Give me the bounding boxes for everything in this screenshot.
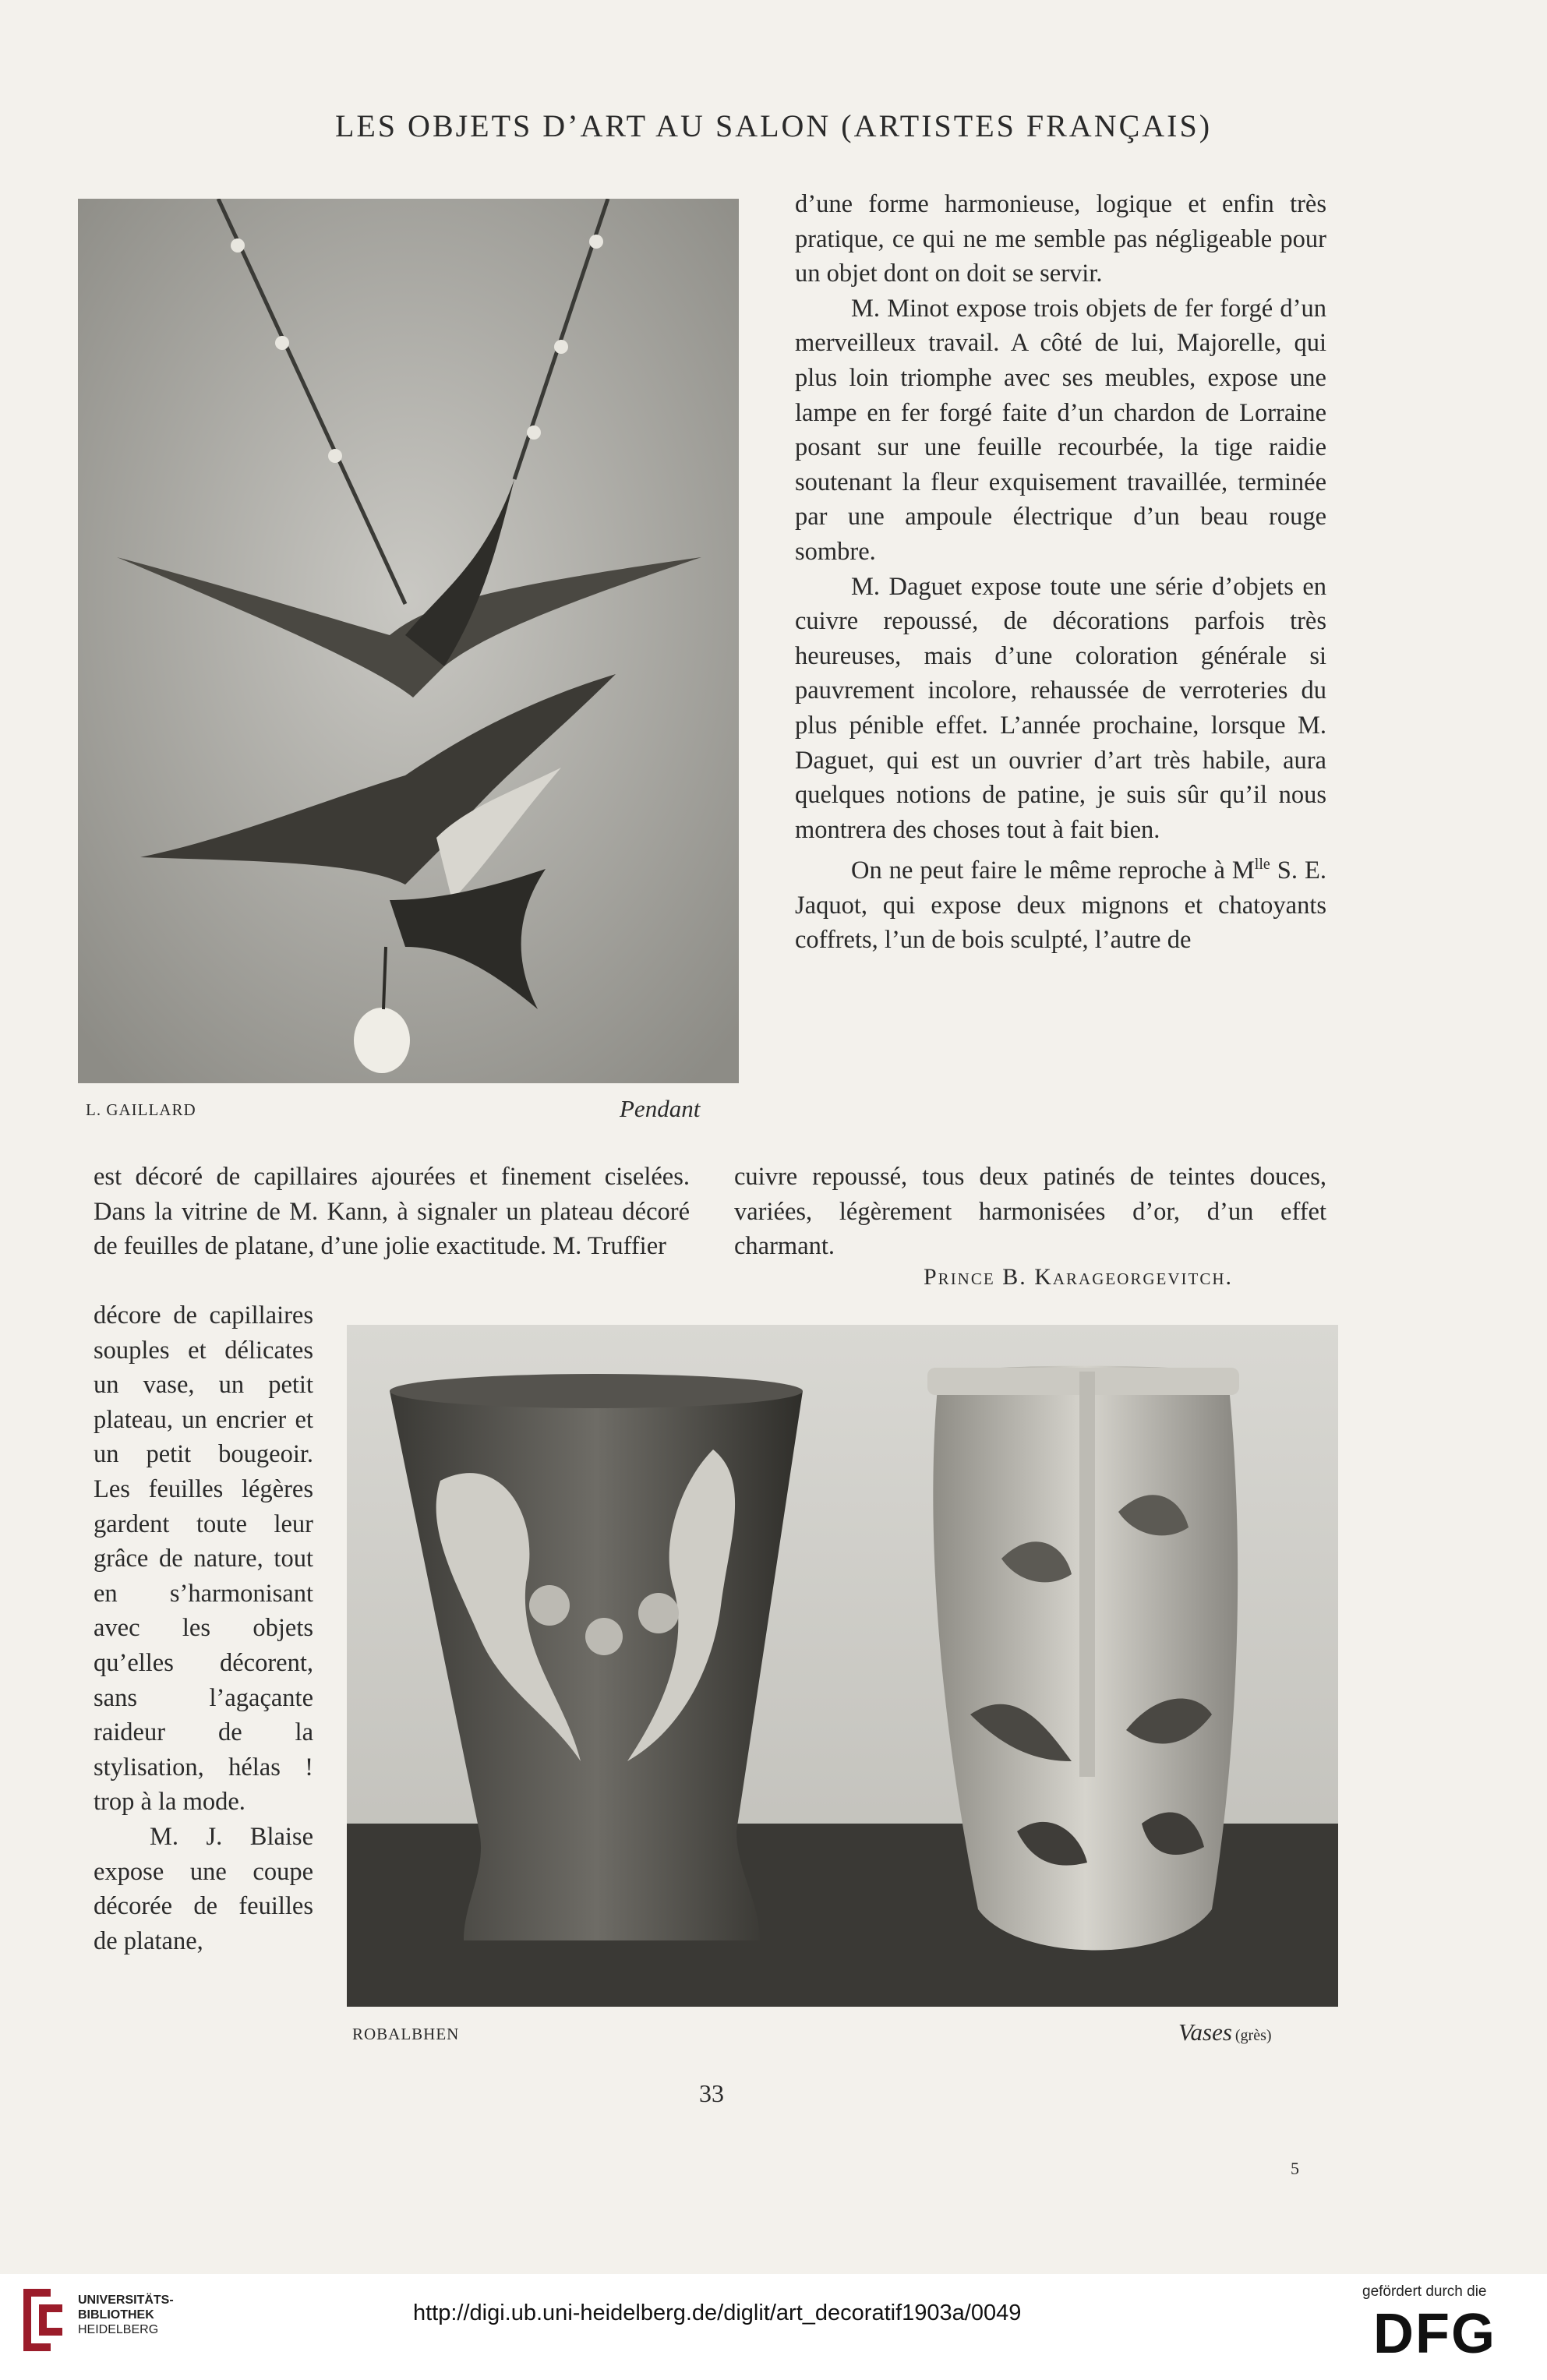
library-name: UNIVERSITÄTS- BIBLIOTHEK HEIDELBERG [78,2293,174,2336]
vases-photo [347,1325,1338,2007]
digitization-footer [0,2274,1547,2380]
figure1-artist: L. GAILLARD [86,1100,196,1119]
left-continuation-text: est décoré de capillaires ajourées et finement ciselées. Dans la vitrine de M. Kann, à signaler un plateau décoré de feuilles de platane, d’une jolie exactitude. M. Truffier [94,1163,690,1261]
source-link[interactable]: http://digi.ub.uni-heidelberg.de/diglit/art_decoratif1903a/0049 [413,2301,1022,2325]
narrow-text-column [94,1298,313,1958]
pendant-photo [78,199,739,1083]
paragraph: M. Daguet expose toute une série d’objets en cuivre repoussé, de décorations parfois très heureuses, mais d’une coloration générale si pauvrement incolore, rehaussée de verroteries du plus pénible effet. L’année prochaine, lorsque M. Daguet, qui est un ouvrier d’art très habile, aura quelques notions de patine, je suis sûr qu’il nous montrera des choses tout à fait bien. [795,572,1326,844]
paragraph: d’une forme harmonieuse, logique et enfin très pratique, ce qui ne me semble pas négligeable pour un objet dont on doit se servir. [795,190,1326,288]
figure2-caption: Vases (grès) [1178,2018,1272,2046]
paragraph: M. Minot expose trois objets de fer forgé d’un merveilleux travail. A côté de lui, Majorelle, qui plus loin triomphe avec ses meubles, expose une lampe en fer forgé faite d’un chardon de Lorraine posant sur une feuille recourbée, la tige raidie soutenant la fleur exquisement travaillée, terminée par une ampoule électrique d’un beau rouge sombre. [795,294,1326,566]
paragraph: On ne peut faire le même reproche à $M^{lle}$ S. E. Jaquot, qui expose deux mignons et chatoyants coffrets, l’un de bois sculpté, l’autre de [795,856,1326,955]
right-continuation-text: cuivre repoussé, tous deux patinés de teintes douces, variées, légèrement harmonisées d’or, d’un effet charmant. [734,1163,1326,1261]
library-logo-icon [16,2285,70,2355]
page-number: 33 [699,2079,724,2107]
figure2-artist: ROBALBHEN [352,2025,460,2043]
dfg-logo: DFG [1373,2303,1496,2365]
paragraph: M. J. Blaise expose une coupe décorée de feuilles de platane, [94,1822,313,1955]
author-signature: Prince B. Karageorgevitch. [924,1264,1234,1290]
right-text-column [795,187,1326,958]
paragraph: décore de capillaires souples et délicates un vase, un petit plateau, un encrier et un petit bougeoir. Les feuilles légères gardent toute leur grâce de nature, tout en s’harmonisant avec les objets qu’elles décorent, sans l’agaçante raideur de la stylisation, hélas ! trop à la mode. [94,1301,313,1817]
funding-note: gefördert durch die [1362,2283,1487,2300]
running-title: LES OBJETS D’ART AU SALON (ARTISTES FRANÇAIS) [334,108,1213,143]
figure1-caption: Pendant [620,1095,701,1122]
signature-mark: 5 [1291,2159,1299,2178]
